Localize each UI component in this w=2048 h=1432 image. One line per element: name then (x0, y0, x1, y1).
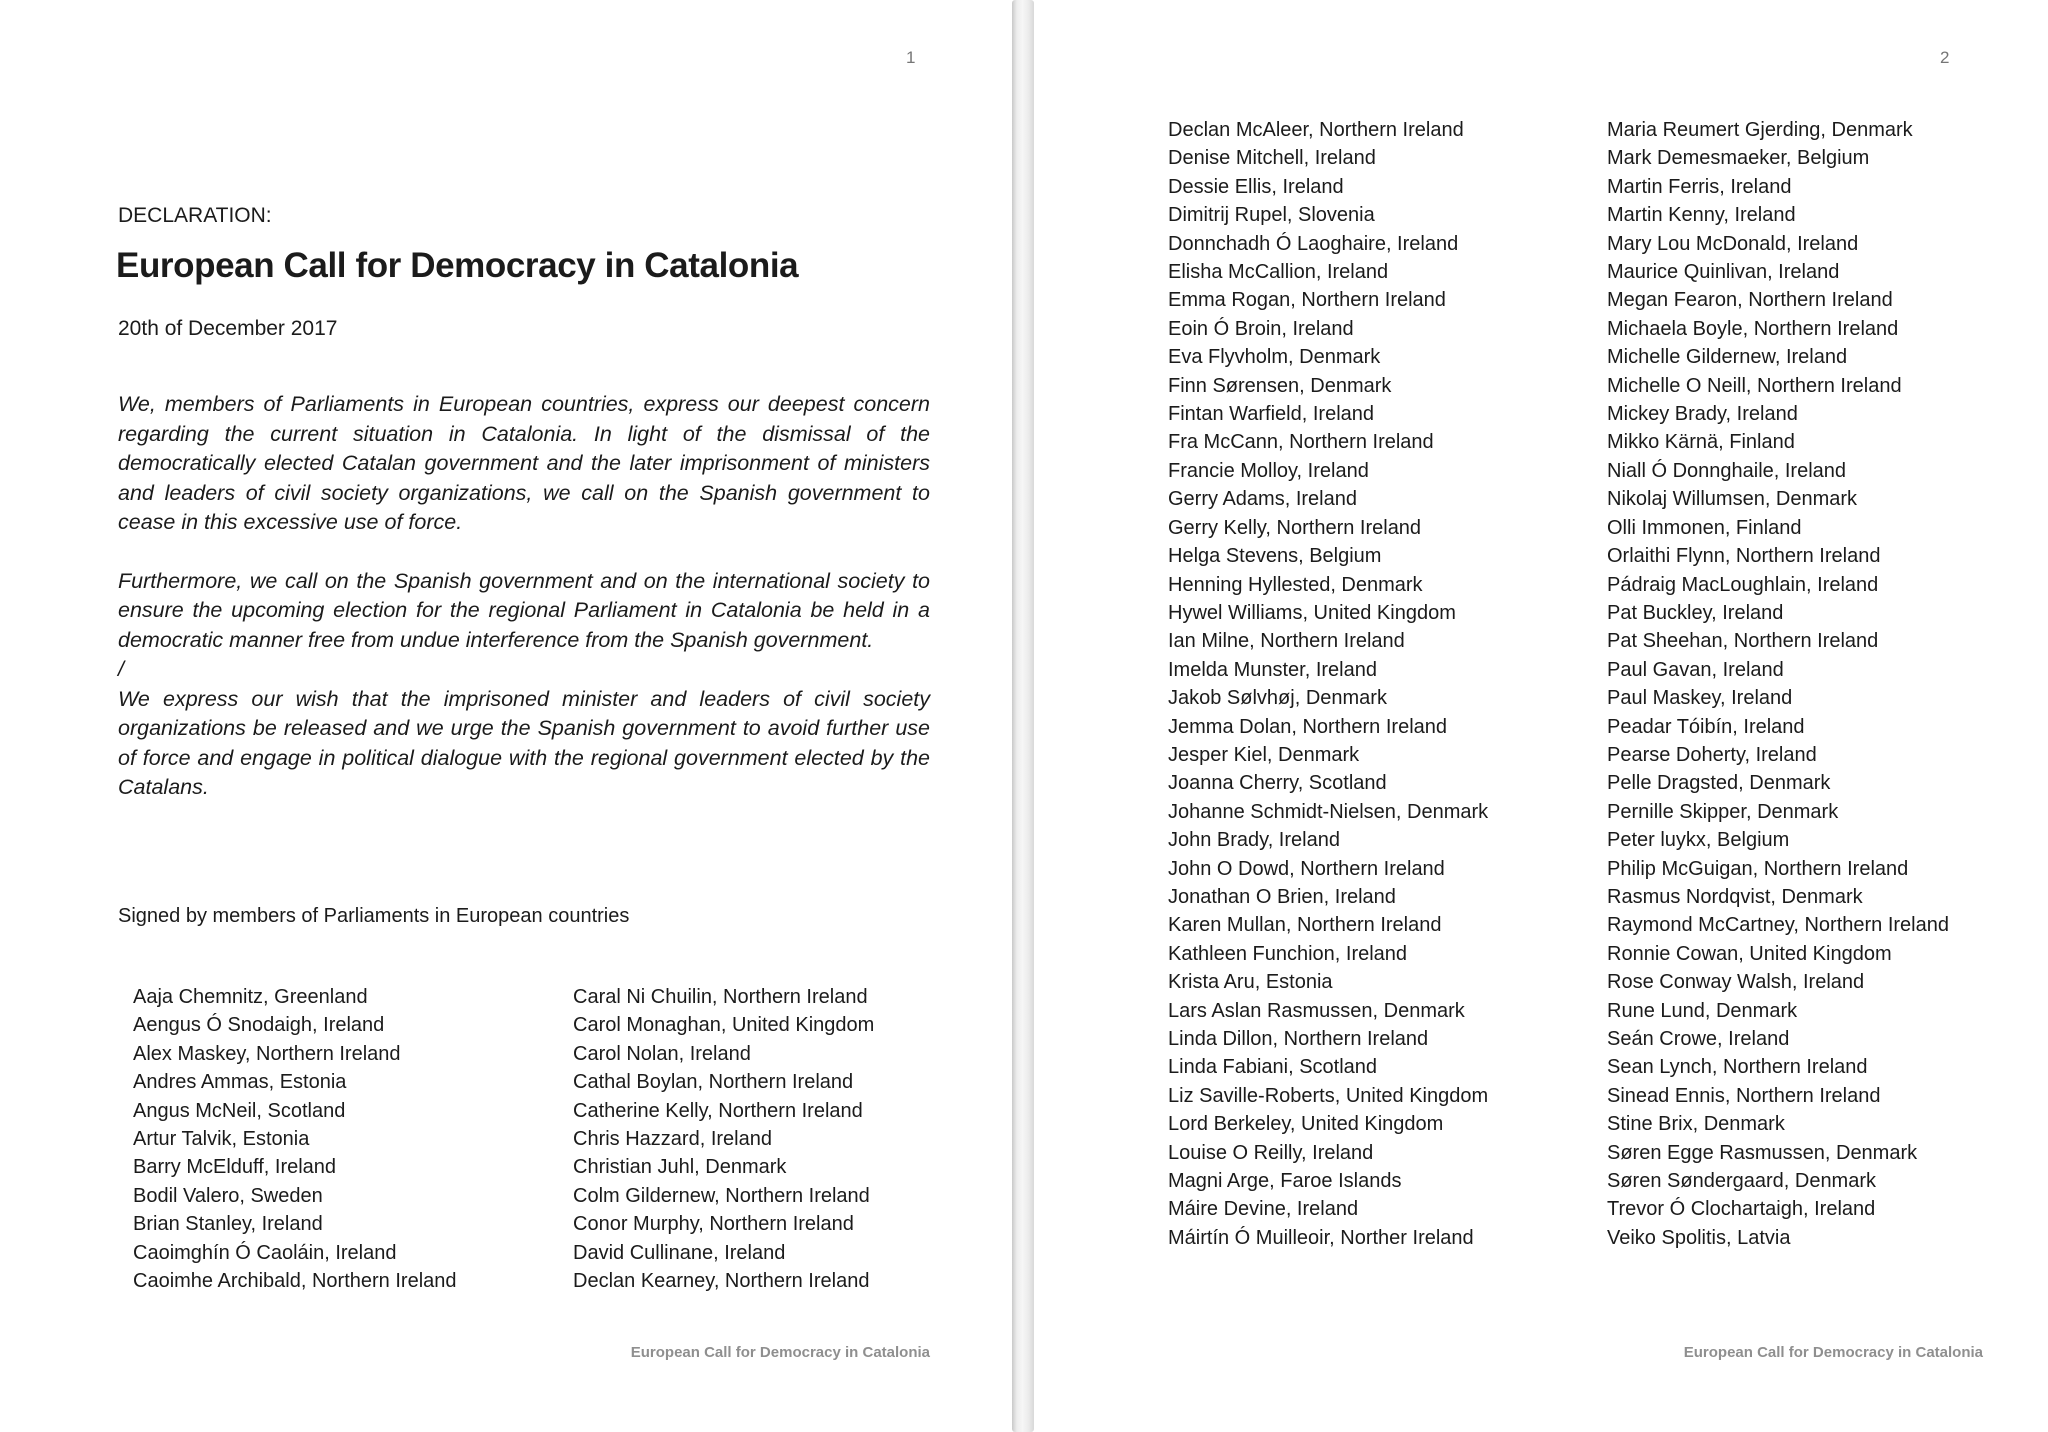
signatory: Mary Lou McDonald, Ireland (1607, 232, 1859, 255)
signatory: Trevor Ó Clochartaigh, Ireland (1607, 1198, 1876, 1221)
paragraph-1: We, members of Parliaments in European countries, express our deepest concern regarding the current situation in Catalonia. In light of the dismissal of the democratically elected Catalan government and the later imprisonment of ministers and leaders of civil society organizations, we call on the Spanish government to cease in this excessive use of force. (118, 392, 930, 534)
signatory: Denise Mitchell, Ireland (1168, 147, 1376, 170)
signatory: Eoin Ó Broin, Ireland (1168, 317, 1354, 340)
signatory: Louise O Reilly, Ireland (1168, 1141, 1374, 1164)
signatory: Stine Brix, Denmark (1607, 1113, 1785, 1136)
footer-page1: European Call for Democracy in Catalonia (630, 1344, 930, 1361)
signatory: Raymond McCartney, Northern Ireland (1607, 914, 1949, 937)
signatory: Caoimghín Ó Caoláin, Ireland (133, 1241, 397, 1264)
signatory: Catherine Kelly, Northern Ireland (573, 1099, 863, 1122)
signatory: Søren Søndergaard, Denmark (1607, 1170, 1877, 1193)
signatory: Seán Crowe, Ireland (1607, 1028, 1790, 1050)
signatory: Sean Lynch, Northern Ireland (1607, 1056, 1868, 1079)
signatory: Michelle Gildernew, Ireland (1607, 346, 1848, 369)
signatory: Imelda Munster, Ireland (1168, 658, 1377, 681)
signatory: Donnchadh Ó Laoghaire, Ireland (1168, 232, 1459, 255)
signatory: Johanne Schmidt-Nielsen, Denmark (1168, 800, 1489, 823)
paragraph-2: Furthermore, we call on the Spanish government and on the international society to ensure the upcoming election for the regional Parliament in Catalonia be held in a democratic manner free from undue interference from the Spanish government. (118, 568, 930, 652)
footer-page2: European Call for Democracy in Catalonia (1683, 1344, 1983, 1361)
document-title: European Call for Democracy in Catalonia (116, 246, 799, 285)
signatory: Máire Devine, Ireland (1168, 1198, 1359, 1221)
signatory: Olli Immonen, Finland (1607, 516, 1802, 539)
signatory: Nikolaj Willumsen, Denmark (1607, 488, 1858, 511)
signatory: Helga Stevens, Belgium (1168, 545, 1382, 568)
signatory: Paul Gavan, Ireland (1607, 658, 1784, 681)
signatory: Martin Kenny, Ireland (1607, 204, 1796, 227)
signatory: Pearse Doherty, Ireland (1607, 743, 1817, 766)
signatory: Martin Ferris, Ireland (1607, 175, 1792, 198)
signatory: Declan McAleer, Northern Ireland (1168, 119, 1464, 141)
signatory: Maurice Quinlivan, Ireland (1607, 261, 1840, 284)
signatory: Michaela Boyle, Northern Ireland (1607, 317, 1899, 340)
signatory: Paul Maskey, Ireland (1607, 687, 1793, 710)
signatory: Carol Nolan, Ireland (573, 1042, 751, 1065)
signatory: Fintan Warfield, Ireland (1168, 403, 1375, 426)
signatory: Artur Talvik, Estonia (133, 1128, 310, 1151)
signatory: Pádraig MacLoughlain, Ireland (1607, 573, 1879, 596)
signatory: Jakob Sølvhøj, Denmark (1168, 687, 1387, 710)
signatory: Niall Ó Donnghaile, Ireland (1607, 459, 1847, 482)
signatory: Linda Fabiani, Scotland (1168, 1056, 1378, 1079)
signatory: Barry McElduff, Ireland (133, 1156, 337, 1179)
signatory: Mickey Brady, Ireland (1607, 403, 1798, 426)
signatory: Ronnie Cowan, United Kingdom (1607, 942, 1892, 965)
signatory: Megan Fearon, Northern Ireland (1607, 289, 1893, 312)
signatory: Joanna Cherry, Scotland (1168, 772, 1387, 795)
signatories-page2-col1 (1168, 116, 1488, 1252)
signatory: Orlaithi Flynn, Northern Ireland (1607, 545, 1881, 568)
signatory: Declan Kearney, Northern Ireland (573, 1270, 870, 1293)
signatory: Christian Juhl, Denmark (573, 1156, 787, 1179)
signatory: Cathal Boylan, Northern Ireland (573, 1071, 854, 1094)
signatory: Conor Murphy, Northern Ireland (573, 1213, 854, 1236)
signatory: John O Dowd, Northern Ireland (1168, 857, 1445, 880)
signatory: Andres Ammas, Estonia (133, 1071, 347, 1094)
page-1 (0, 0, 1012, 1432)
signatory: Lars Aslan Rasmussen, Denmark (1168, 999, 1465, 1022)
signatory: Hywel Williams, United Kingdom (1168, 601, 1456, 624)
signatories-page1-col1 (133, 983, 457, 1295)
signatory: Mark Demesmaeker, Belgium (1607, 147, 1870, 170)
signatory: Sinead Ennis, Northern Ireland (1607, 1084, 1881, 1107)
signatory: Alex Maskey, Northern Ireland (133, 1042, 401, 1065)
signatory: Lord Berkeley, United Kingdom (1168, 1113, 1444, 1136)
signatory: Rune Lund, Denmark (1607, 999, 1798, 1022)
signatory: Peter luykx, Belgium (1607, 829, 1790, 852)
document-date: 20th of December 2017 (118, 317, 338, 340)
signatory: Aaja Chemnitz, Greenland (133, 986, 368, 1008)
signatory: Angus McNeil, Scotland (133, 1099, 346, 1122)
signatory: Francie Molloy, Ireland (1168, 459, 1369, 482)
signatory: Carol Monaghan, United Kingdom (573, 1014, 875, 1037)
signatory: Dessie Ellis, Ireland (1168, 175, 1344, 198)
signatory: Pat Sheehan, Northern Ireland (1607, 630, 1879, 653)
signatory: Fra McCann, Northern Ireland (1168, 431, 1434, 454)
signatory: Bodil Valero, Sweden (133, 1184, 323, 1207)
signatory: David Cullinane, Ireland (573, 1241, 786, 1264)
signatory: Gerry Adams, Ireland (1168, 488, 1357, 511)
signatory: Pelle Dragsted, Denmark (1607, 772, 1831, 795)
signatory: Krista Aru, Estonia (1168, 971, 1333, 994)
signatory: Peadar Tóibín, Ireland (1607, 715, 1805, 738)
signatory: Dimitrij Rupel, Slovenia (1168, 204, 1375, 227)
signatory: Eva Flyvholm, Denmark (1168, 346, 1381, 369)
page-gutter (1012, 0, 1034, 1432)
signatory: Chris Hazzard, Ireland (573, 1128, 772, 1151)
signatory: Liz Saville-Roberts, United Kingdom (1168, 1084, 1489, 1107)
signatory: Kathleen Funchion, Ireland (1168, 942, 1408, 965)
declaration-body (118, 390, 930, 803)
signatory: Philip McGuigan, Northern Ireland (1607, 857, 1909, 880)
signatory: Veiko Spolitis, Latvia (1607, 1226, 1791, 1249)
paragraph-3: We express our wish that the imprisoned minister and leaders of civil society organizations be released and we urge the Spanish government to avoid further use of force and engage in political dialogue with the regional government elected by the Catalans. (118, 686, 930, 799)
signatory: John Brady, Ireland (1168, 829, 1340, 852)
signatory: Colm Gildernew, Northern Ireland (573, 1184, 870, 1207)
signatory: Rose Conway Walsh, Ireland (1607, 971, 1865, 994)
signatory: Elisha McCallion, Ireland (1168, 261, 1389, 284)
signatory: Jonathan O Brien, Ireland (1168, 885, 1396, 908)
signatory: Karen Mullan, Northern Ireland (1168, 914, 1442, 937)
page-2 (1034, 0, 2048, 1432)
signatory: Magni Arge, Faroe Islands (1168, 1170, 1402, 1193)
signatory: Pernille Skipper, Denmark (1607, 800, 1839, 823)
signatory: Gerry Kelly, Northern Ireland (1168, 516, 1422, 539)
signatories-page1-col2 (573, 983, 874, 1295)
page-number-2: 2 (1940, 48, 1950, 67)
signatory: Ian Milne, Northern Ireland (1168, 630, 1405, 653)
signatory: Henning Hyllested, Denmark (1168, 573, 1423, 596)
declaration-kicker: DECLARATION: (118, 204, 272, 227)
slash-line: / (118, 657, 124, 681)
signatory: Jemma Dolan, Northern Ireland (1168, 715, 1448, 738)
signatory: Jesper Kiel, Denmark (1168, 743, 1360, 766)
signatory: Søren Egge Rasmussen, Denmark (1607, 1141, 1918, 1164)
signatory: Linda Dillon, Northern Ireland (1168, 1028, 1429, 1050)
signatory: Mikko Kärnä, Finland (1607, 431, 1795, 454)
signatory: Caoimhe Archibald, Northern Ireland (133, 1270, 457, 1293)
signatory: Maria Reumert Gjerding, Denmark (1607, 119, 1913, 141)
signatory: Brian Stanley, Ireland (133, 1213, 323, 1236)
signatory: Aengus Ó Snodaigh, Ireland (133, 1014, 385, 1037)
signatories-page2-col2 (1607, 116, 1949, 1252)
signatory: Máirtín Ó Muilleoir, Norther Ireland (1168, 1226, 1474, 1249)
signatory: Pat Buckley, Ireland (1607, 601, 1784, 624)
signed-by-line: Signed by members of Parliaments in European countries (118, 905, 630, 927)
signatory: Caral Ni Chuilin, Northern Ireland (573, 986, 868, 1008)
signatory: Michelle O Neill, Northern Ireland (1607, 374, 1902, 397)
page-number-1: 1 (906, 48, 916, 67)
signatory: Finn Sørensen, Denmark (1168, 374, 1392, 397)
signatory: Rasmus Nordqvist, Denmark (1607, 885, 1863, 908)
signatory: Emma Rogan, Northern Ireland (1168, 289, 1446, 312)
